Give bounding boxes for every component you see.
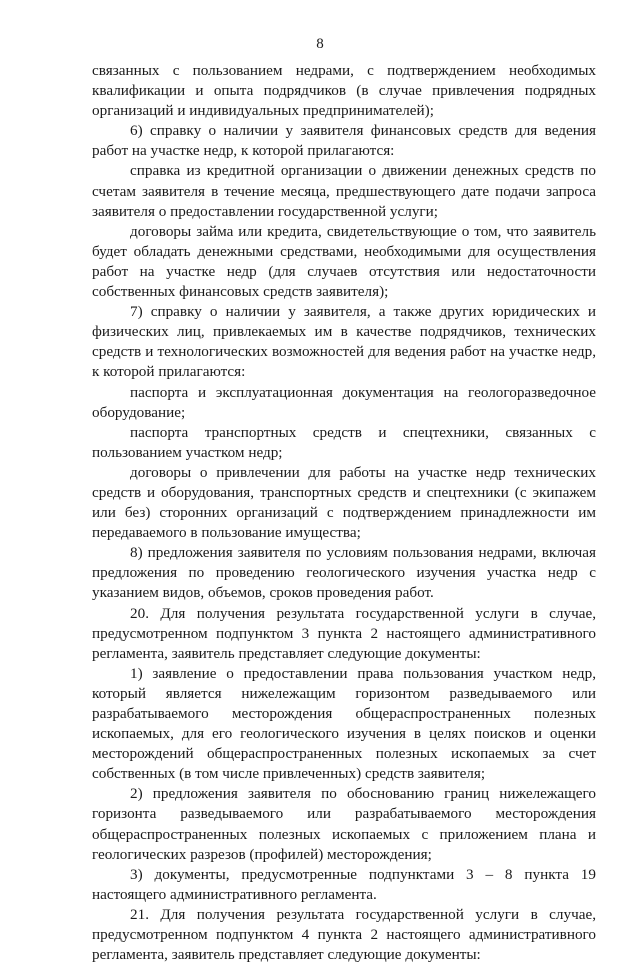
page-number: 8 (316, 36, 324, 52)
paragraph: договоры займа или кредита, свидетельствующие о том, что заявитель будет обладать денежными средствами, необходимыми для осуществления работ на участке недр (для случаев отсутствия или недостаточности собственных финансовых средств заявителя); (92, 222, 596, 301)
paragraph: 6) справку о наличии у заявителя финансовых средств для ведения работ на участке недр, к которой прилагаются: (92, 122, 596, 160)
paragraph: паспорта и эксплуатационная документация на геологоразведочное оборудование; (92, 383, 596, 421)
paragraph: 1) заявление о предоставлении права пользования участком недр, который является нижележащим горизонтом разведываемого или разрабатываемого месторождения общераспространенных полезных ископаемых, для его геологического изучения в целях поисков и оценки месторождений общераспространенных полезных ископаемых за счет собственных (в том числе привлеченных) средств заявителя; (92, 664, 596, 783)
document-body (92, 61, 596, 965)
paragraph: 21. Для получения результата государственной услуги в случае, предусмотренном подпунктом 4 пункта 2 настоящего административного регламента, заявитель представляет следующие документы: (92, 905, 596, 964)
paragraph: 2) предложения заявителя по обоснованию границ нижележащего горизонта разведываемого или разрабатываемого месторождения общераспространенных полезных ископаемых с приложением плана и геологических разрезов (профилей) месторождения; (92, 785, 596, 863)
paragraph: справка из кредитной организации о движении денежных средств по счетам заявителя в течение месяца, предшествующего дате подачи запроса заявителя о предоставлении государственной услуги; (92, 162, 596, 220)
paragraph: 3) документы, предусмотренные подпунктами 3 – 8 пункта 19 настоящего административного регламента. (92, 865, 596, 903)
paragraph: паспорта транспортных средств и спецтехники, связанных с пользованием участком недр; (92, 423, 596, 461)
paragraph: договоры о привлечении для работы на участке недр технических средств и оборудования, транспортных средств и спецтехники (с экипажем или без) сторонних организаций с подтверждением принадлежности им передаваемого в пользование имущества; (92, 463, 596, 542)
paragraph: 7) справку о наличии у заявителя, а также других юридических и физических лиц, привлекаемых им в качестве подрядчиков, технических средств и технологических возможностей для ведения работ на участке недр, к которой прилагаются: (92, 303, 596, 381)
paragraph: 8) предложения заявителя по условиям пользования недрами, включая предложения по проведению геологического изучения участка недр с указанием видов, объемов, сроков проведения работ. (92, 544, 596, 602)
paragraph: связанных с пользованием недрами, с подтверждением необходимых квалификации и опыта подрядчиков (в случае привлечения подрядных организаций и индивидуальных предпринимателей); (92, 62, 596, 120)
paragraph: 20. Для получения результата государственной услуги в случае, предусмотренном подпунктом 3 пункта 2 настоящего административного регламента, заявитель представляет следующие документы: (92, 604, 596, 662)
